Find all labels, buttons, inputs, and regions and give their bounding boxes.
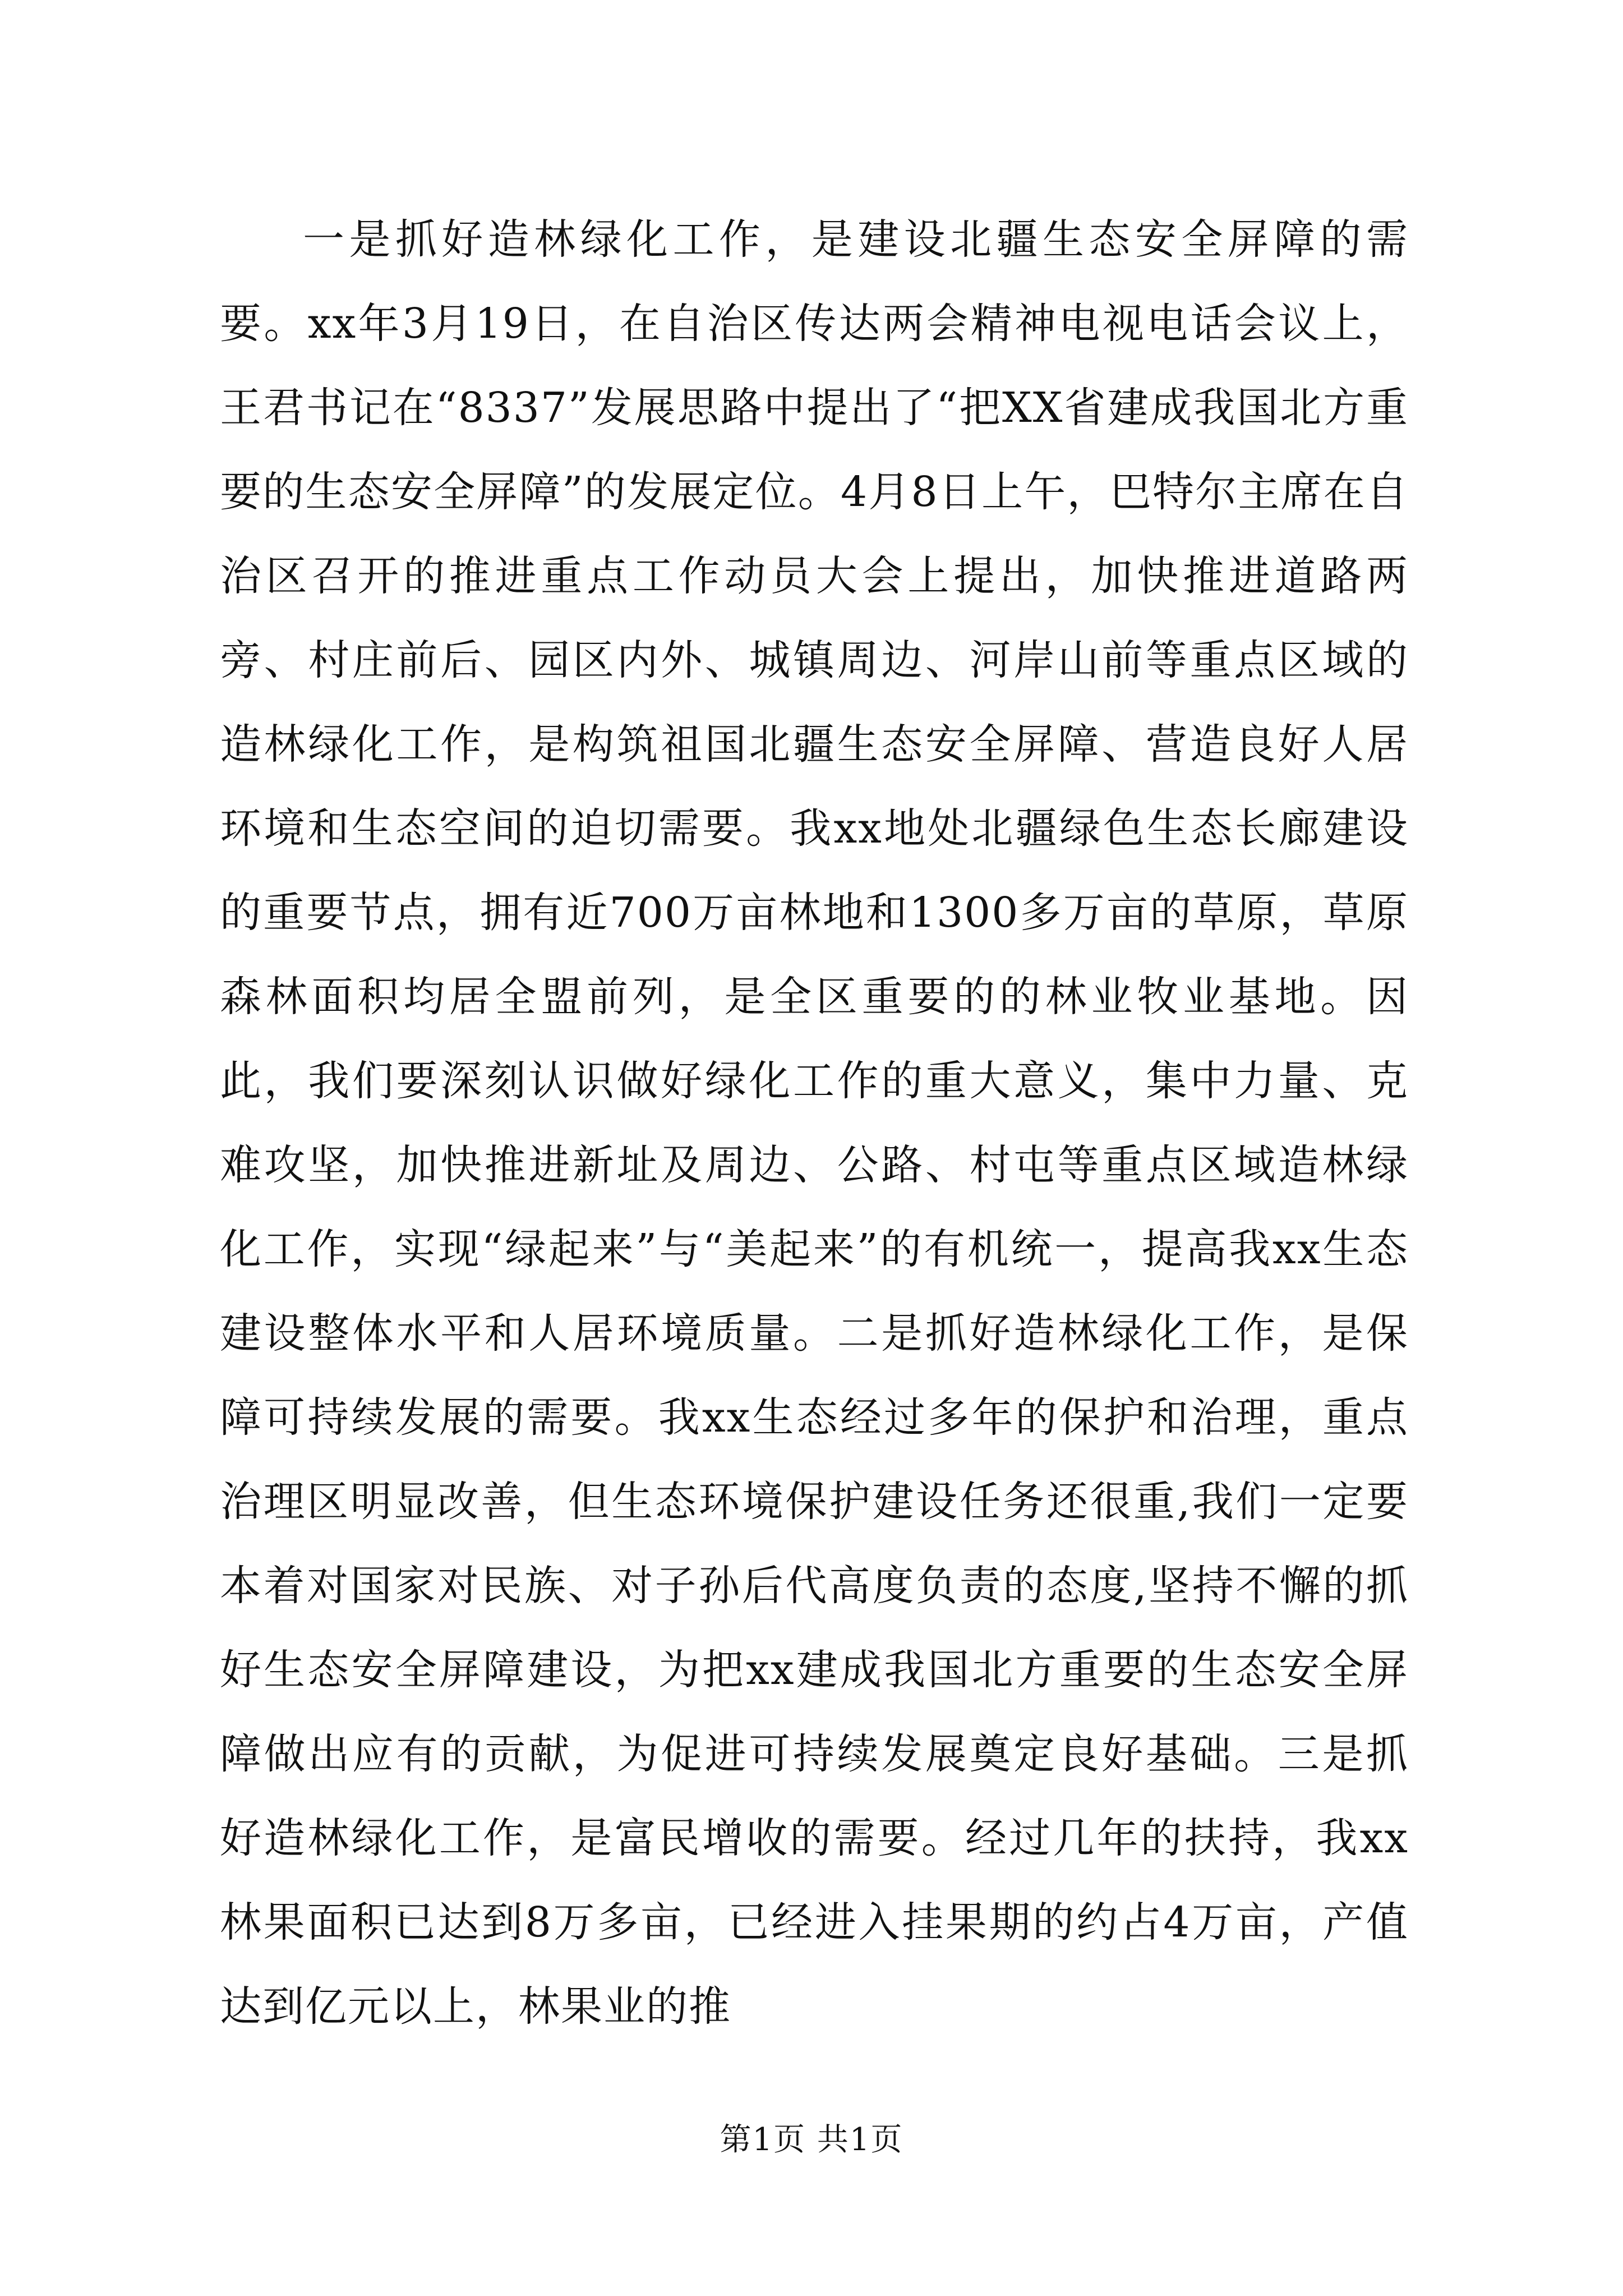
page-footer: 第1页 共1页 bbox=[720, 2122, 903, 2158]
body-paragraph: 一是抓好造林绿化工作，是建设北疆生态安全屏障的需要。xx年3月19日，在自治区传达两会精神电视电话会议上，王君书记在“8337”发展思路中提出了“把XX省建成我国北方重要的生态安全屏障”的发展定位。4月8日上午，巴特尔主席在自治区召开的推进重点工作动员大会上提出，加快推进道路两旁、村庄前后、园区内外、城镇周边、河岸山前等重点区域的造林绿化工作，是构筑祖国北疆生态安全屏障、营造良好人居环境和生态空间的迫切需要。我xx地处北疆绿色生态长廊建设的重要节点，拥有近700万亩林地和1300多万亩的草原，草原森林面积均居全盟前列，是全区重要的的林业牧业基地。因此，我们要深刻认识做好绿化工作的重大意义，集中力量、克难攻坚，加快推进新址及周边、公路、村屯等重点区域造林绿化工作，实现“绿起来”与“美起来”的有机统一，提高我xx生态建设整体水平和人居环境质量。二是抓好造林绿化工作，是保障可持续发展的需要。我xx生态经过多年的保护和治理，重点治理区明显改善，但生态环境保护建设任务还很重,我们一定要本着对国家对民族、对子孙后代高度负责的态度,坚持不懈的抓好生态安全屏障建设，为把xx建成我国北方重要的生态安全屏障做出应有的贡献，为促进可持续发展奠定良好基础。三是抓好造林绿化工作，是富民增收的需要。经过几年的扶持，我xx林果面积已达到8万多亩，已经进入挂果期的约占4万亩，产值达到亿元以上，林果业的推 bbox=[220, 215, 1409, 2031]
